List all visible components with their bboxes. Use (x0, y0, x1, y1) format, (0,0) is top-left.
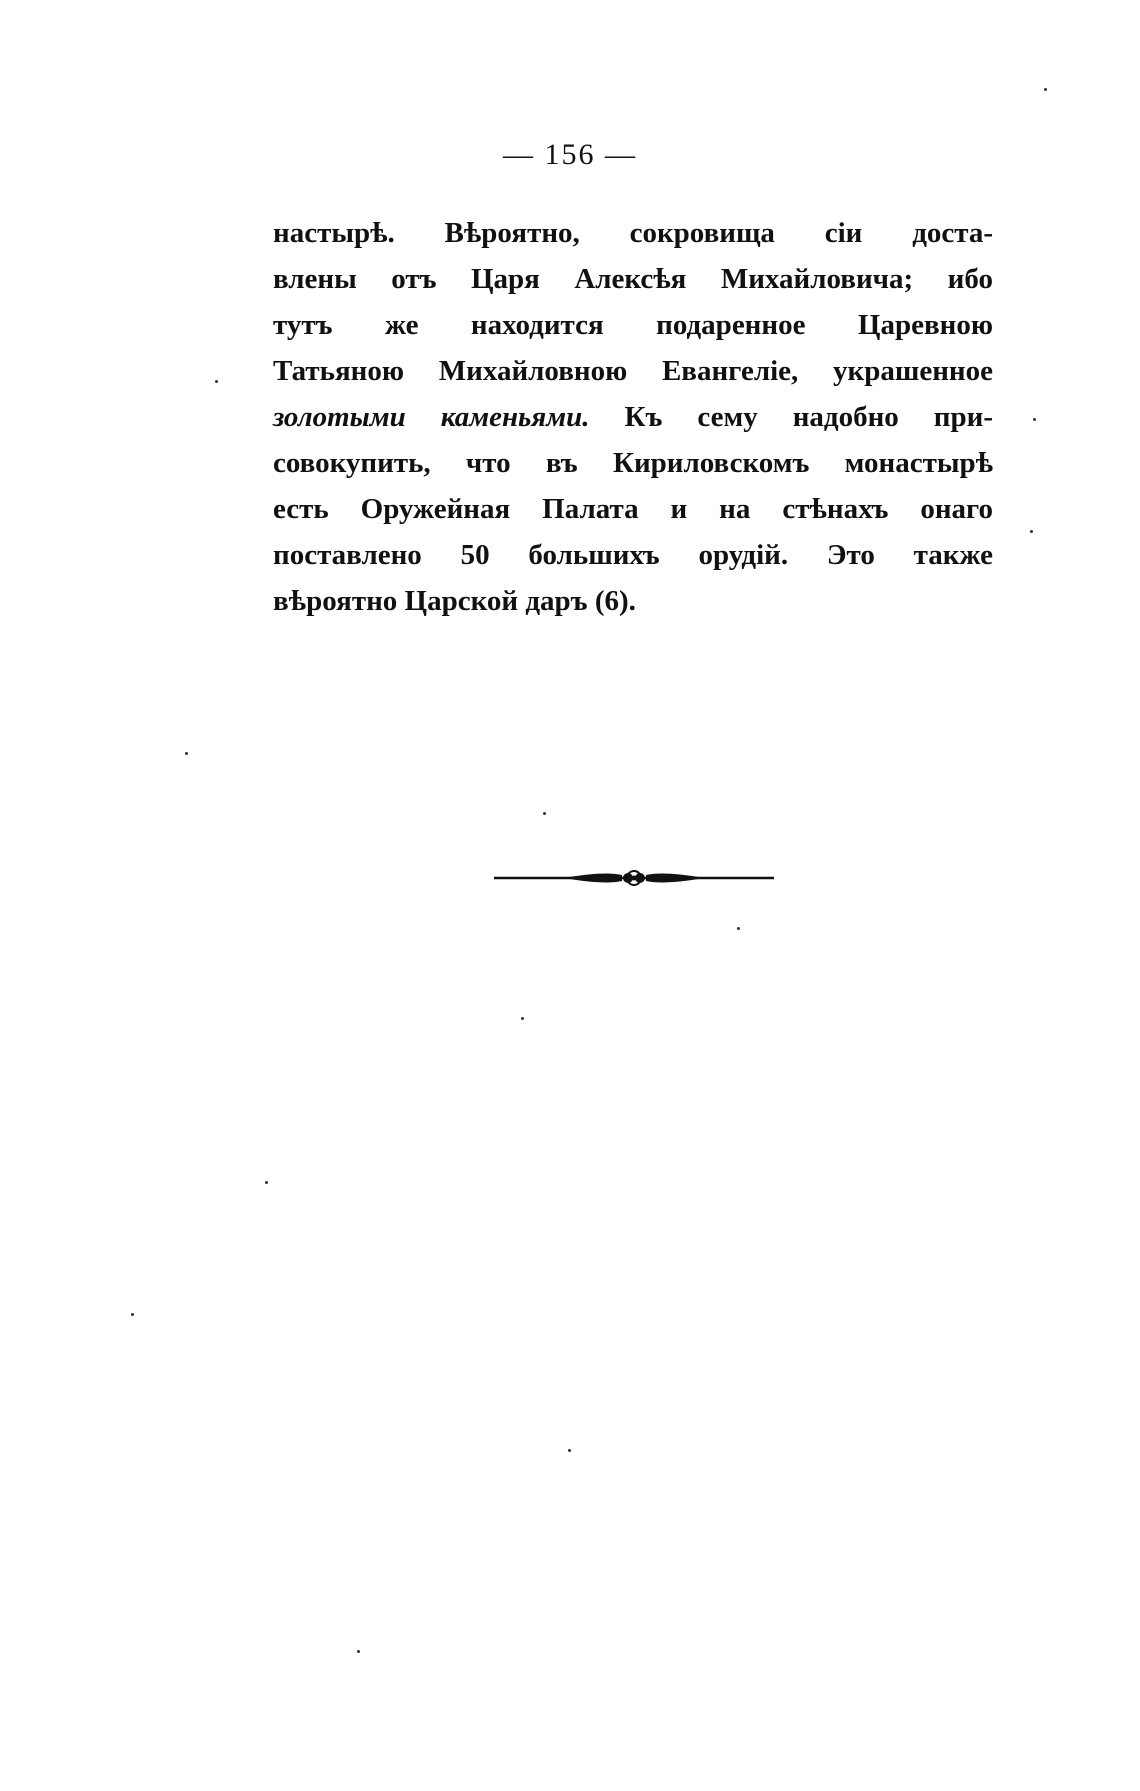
text-line (273, 394, 993, 440)
text-line: поставлено 50 большихъ орудій. Это также (273, 539, 993, 571)
speck (1033, 418, 1036, 421)
text-line: Татьяною Михайловною Евангеліе, украшенное (273, 355, 993, 387)
speck (215, 380, 218, 383)
text-line: вѣроятно Царской даръ (6). (273, 585, 636, 617)
speck (543, 812, 546, 815)
page-number: — 156 — (503, 138, 637, 171)
text-line: настырѣ. Вѣроятно, сокровища сіи доста- (273, 217, 993, 249)
speck (185, 752, 188, 755)
speck (737, 927, 740, 930)
speck (1030, 530, 1033, 533)
italic-phrase: золотыми каменьями. (273, 401, 590, 433)
text-line: совокупить, что въ Кириловскомъ монастырѣ (273, 447, 993, 479)
text-line: тутъ же находится подаренное Царевною (273, 309, 993, 341)
text-line: есть Оружейная Палата и на стѣнахъ онаго (273, 493, 993, 525)
body-text (273, 210, 993, 624)
speck (1044, 88, 1047, 91)
speck (131, 1313, 134, 1316)
speck (265, 1181, 268, 1184)
text-run: Къ сему надобно при- (589, 401, 993, 433)
speck (521, 1017, 524, 1020)
ornament-divider-icon (494, 864, 774, 892)
speck (568, 1449, 571, 1452)
speck (357, 1650, 360, 1653)
text-line: влены отъ Царя Алексѣя Михайловича; ибо (273, 263, 993, 295)
